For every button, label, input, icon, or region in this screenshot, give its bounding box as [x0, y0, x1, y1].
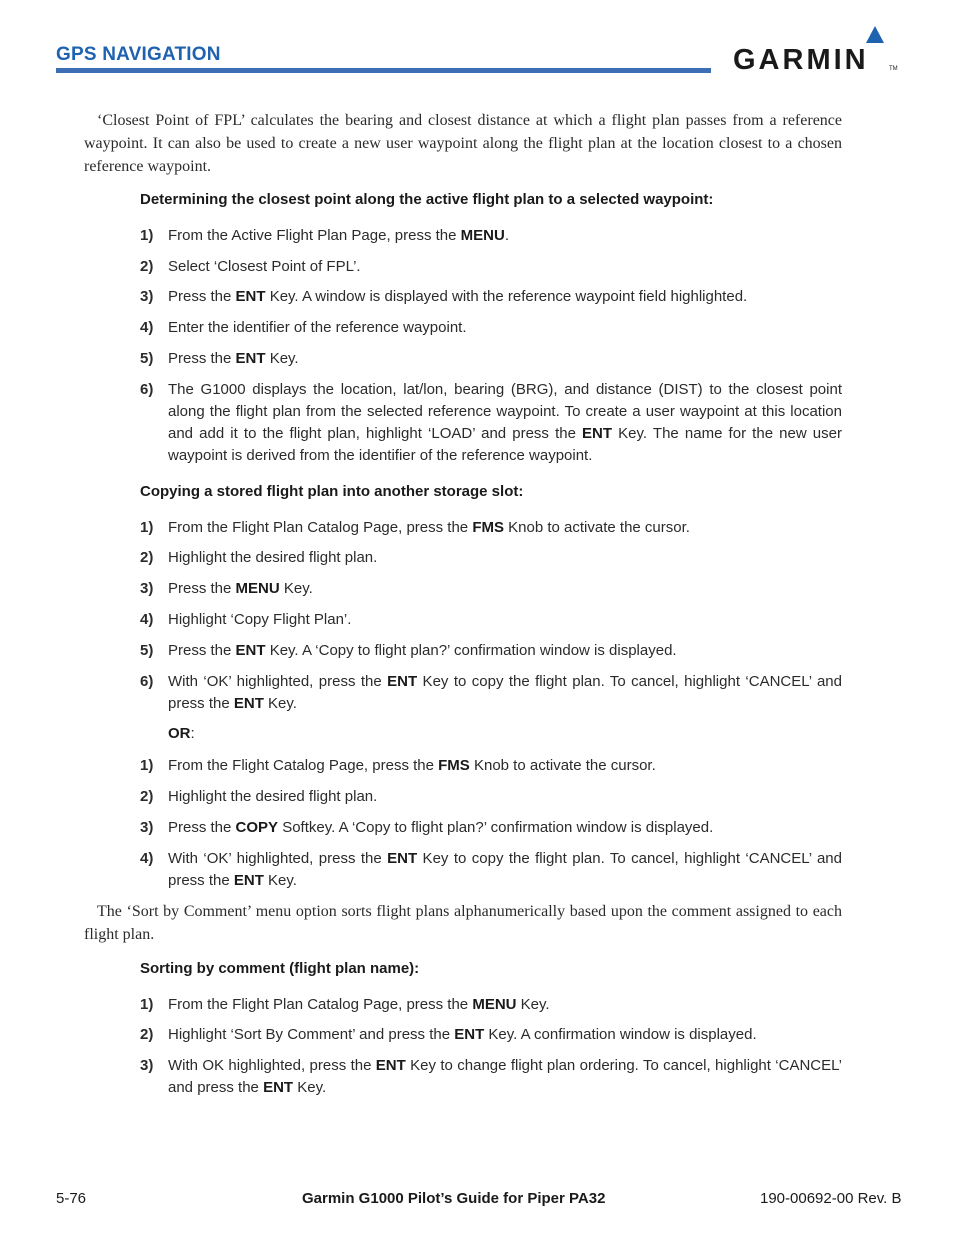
step-text-part: Press the [168, 350, 236, 367]
step-text [168, 256, 842, 278]
step-text-part: Key. [279, 580, 313, 597]
step-text [168, 348, 842, 370]
step-text [168, 517, 842, 539]
footer-document-number: 190-00692-00 Rev. B [760, 1190, 902, 1207]
key-name: FMS [472, 519, 504, 536]
logo-triangle-icon [866, 26, 884, 43]
key-name: ENT [582, 425, 613, 442]
list-item [140, 225, 842, 247]
key-name: MENU [460, 227, 505, 244]
step-text-part: Knob to activate the cursor. [504, 519, 690, 536]
footer-page-number: 5-76 [56, 1190, 87, 1207]
step-number: 1) [140, 519, 154, 536]
key-name: COPY [235, 819, 279, 836]
step-text-part: From the Flight Plan Catalog Page, press the [168, 996, 473, 1013]
list-item [140, 1055, 842, 1099]
step-text [168, 1055, 842, 1099]
step-text-part: From the Active Flight Plan Page, press the [168, 227, 461, 244]
step-text [168, 609, 842, 631]
step-text [168, 547, 842, 569]
step-text [168, 225, 842, 247]
step-text-part: Key. [293, 1079, 327, 1096]
step-number: 1) [140, 227, 154, 244]
step-text-part: Key. A ‘Copy to flight plan?’ confirmation window is displayed. [265, 642, 677, 659]
step-text [168, 755, 842, 777]
list-item [140, 547, 842, 569]
step-number: 6) [140, 673, 154, 690]
step-text [168, 994, 842, 1016]
logo-trademark: TM [889, 66, 898, 72]
key-name: ENT [387, 673, 418, 690]
step-text-part: With ‘OK’ highlighted, press the [168, 673, 388, 690]
key-name: ENT [375, 1057, 406, 1074]
step-text [168, 817, 842, 839]
step-text [168, 286, 842, 308]
step-text-part: Key. A confirmation window is displayed. [484, 1026, 757, 1043]
key-name: ENT [233, 695, 264, 712]
list-item [140, 817, 842, 839]
intro-paragraph-closest-point: ‘Closest Point of FPL’ calculates the bearing and closest distance at which a flight plan passes from a reference waypoint. It can also be used to create a new user waypoint along the flight plan at the location closest to a chosen reference waypoint. [84, 112, 842, 175]
list-item [140, 1024, 842, 1046]
key-name: ENT [387, 850, 418, 867]
step-text-part: Highlight ‘Copy Flight Plan’. [168, 611, 352, 628]
step-text-part: Key. [516, 996, 550, 1013]
key-name: ENT [233, 872, 264, 889]
step-text [168, 640, 842, 662]
step-number: 2) [140, 258, 154, 275]
step-number: 5) [140, 642, 154, 659]
step-number: 4) [140, 850, 154, 867]
key-name: ENT [454, 1026, 485, 1043]
step-text-part: Key to copy the flight plan. To cancel, highlight ‘CANCEL’ and press the [168, 850, 842, 889]
key-name: ENT [235, 642, 266, 659]
step-text [168, 317, 842, 339]
list-item [140, 671, 842, 715]
step-number: 3) [140, 1057, 154, 1074]
step-number: 3) [140, 819, 154, 836]
footer-guide-title: Garmin G1000 Pilot’s Guide for Piper PA32 [302, 1190, 606, 1207]
list-item [140, 517, 842, 539]
step-text-part: Highlight the desired flight plan. [168, 788, 378, 805]
list-item [140, 348, 842, 370]
step-text [168, 848, 842, 892]
step-number: 1) [140, 757, 154, 774]
list-item [140, 640, 842, 662]
step-text-part: With ‘OK’ highlighted, press the [168, 850, 388, 867]
step-text-part: Softkey. A ‘Copy to flight plan?’ confirmation window is displayed. [278, 819, 714, 836]
step-number: 2) [140, 549, 154, 566]
list-item [140, 317, 842, 339]
list-item [140, 755, 842, 777]
list-item [140, 286, 842, 308]
section-heading-copy-flight-plan: Copying a stored flight plan into another storage slot: [140, 483, 524, 500]
list-item [140, 379, 842, 467]
step-text-part: Key. The name for the new user waypoint is derived from the identifier of the reference waypoint. [168, 425, 842, 464]
step-text-part: Highlight ‘Sort By Comment’ and press the [168, 1026, 455, 1043]
step-text-part: . [504, 227, 509, 244]
step-text-part: Press the [168, 288, 236, 305]
step-number: 5) [140, 350, 154, 367]
step-text-part: Select ‘Closest Point of FPL’. [168, 258, 361, 275]
step-text [168, 379, 842, 467]
step-number: 4) [140, 319, 154, 336]
step-number: 2) [140, 788, 154, 805]
step-number: 2) [140, 1026, 154, 1043]
step-text-part: Key. A window is displayed with the reference waypoint field highlighted. [265, 288, 748, 305]
step-text-part: Highlight the desired flight plan. [168, 549, 378, 566]
step-text-part: From the Flight Catalog Page, press the [168, 757, 439, 774]
key-name: FMS [438, 757, 470, 774]
key-name: ENT [263, 1079, 294, 1096]
logo-wordmark: GARMIN [733, 44, 869, 76]
key-name: ENT [235, 288, 266, 305]
step-text [168, 786, 842, 808]
step-text-part: From the Flight Plan Catalog Page, press the [168, 519, 473, 536]
or-label: OR: [168, 725, 195, 742]
key-name: ENT [235, 350, 266, 367]
section-heading-closest-point: Determining the closest point along the active flight plan to a selected waypoint: [140, 191, 714, 208]
garmin-logo [733, 26, 897, 78]
key-name: MENU [472, 996, 517, 1013]
header-title: GPS NAVIGATION [56, 44, 221, 65]
list-item [140, 609, 842, 631]
header-rule [56, 68, 711, 73]
step-text [168, 1024, 842, 1046]
step-text-part: Knob to activate the cursor. [469, 757, 656, 774]
step-text [168, 578, 842, 600]
step-text-part: With OK highlighted, press the [168, 1057, 376, 1074]
step-text [168, 671, 842, 715]
list-item [140, 994, 842, 1016]
step-text-part: Press the [168, 819, 236, 836]
step-number: 1) [140, 996, 154, 1013]
list-item [140, 578, 842, 600]
section-heading-sort-by-comment: Sorting by comment (flight plan name): [140, 960, 420, 977]
step-text-part: The G1000 displays the location, lat/lon, bearing (BRG), and distance (DIST) to the closest point along the flight plan from the selected reference waypoint. To create a user waypoint at this location and add it to the flight plan, highlight ‘LOAD’ and press the [168, 381, 842, 442]
step-text-part: Press the [168, 580, 236, 597]
list-item [140, 848, 842, 892]
step-number: 4) [140, 611, 154, 628]
step-text-part: Press the [168, 642, 236, 659]
step-text-part: Key to change flight plan ordering. To cancel, highlight ‘CANCEL’ and press the [168, 1057, 842, 1096]
list-item [140, 256, 842, 278]
step-text-part: Key to copy the flight plan. To cancel, highlight ‘CANCEL’ and press the [168, 673, 842, 712]
intro-paragraph-sort-by-comment: The ‘Sort by Comment’ menu option sorts flight plans alphanumerically based upon the comment assigned to each flight plan. [84, 903, 842, 943]
step-text-part: Key. [263, 872, 297, 889]
step-text-part: Enter the identifier of the reference waypoint. [168, 319, 467, 336]
step-text-part: Key. [265, 350, 299, 367]
step-number: 3) [140, 580, 154, 597]
step-text-part: Key. [263, 695, 297, 712]
step-number: 6) [140, 381, 154, 398]
key-name: MENU [235, 580, 280, 597]
step-number: 3) [140, 288, 154, 305]
list-item [140, 786, 842, 808]
